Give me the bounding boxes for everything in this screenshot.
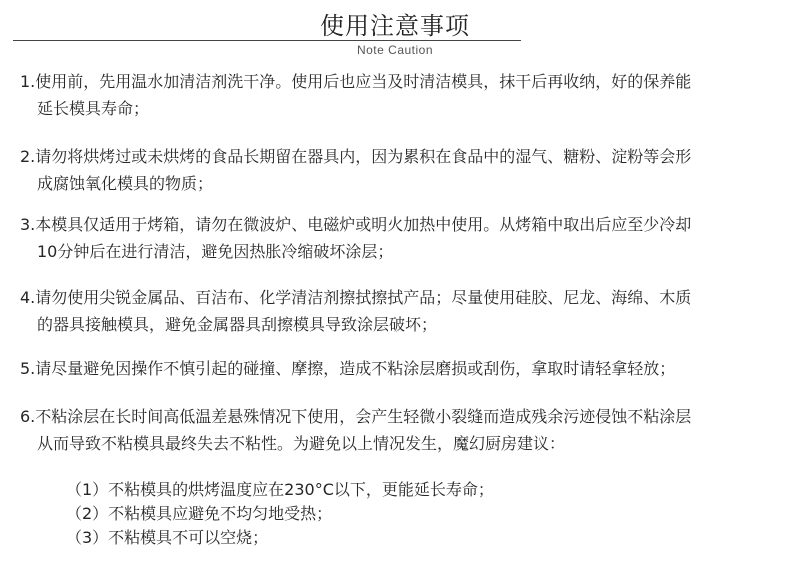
title-divider: [13, 40, 521, 41]
caution-item-6-line1: 6.不粘涂层在长时间高低温差悬殊情况下使用，会产生轻微小裂缝而造成残余污迹侵蚀不粘涂层: [20, 407, 692, 426]
caution-item-3-line2: 10分钟后在进行清洁，避免因热胀冷缩破坏涂层；: [37, 242, 394, 261]
caution-item-2-line2: 成腐蚀氧化模具的物质；: [37, 174, 214, 193]
caution-item-2: [20, 143, 780, 197]
page-subtitle: Note Caution: [356, 43, 434, 57]
caution-item-3: [20, 211, 780, 265]
sub-item-1: （1）不粘模具的烘烤温度应在230°C以下，更能延长寿命；: [66, 480, 494, 499]
caution-item-6-line2: 从而导致不粘模具最终失去不粘性。为避免以上情况发生，魔幻厨房建议：: [37, 434, 566, 453]
caution-item-1-line2: 延长模具寿命；: [37, 99, 150, 118]
caution-item-2-line1: 2.请勿将烘烤过或未烘烤的食品长期留在器具内，因为累积在食品中的湿气、糖粉、淀粉等会形: [20, 147, 692, 166]
sub-item-2: （2）不粘模具应避免不均匀地受热；: [66, 504, 333, 523]
caution-item-4: [20, 284, 780, 338]
caution-item-4-line1: 4.请勿使用尖锐金属品、百洁布、化学清洁剂擦拭擦拭产品；尽量使用硅胶、尼龙、海绵、木质: [20, 288, 692, 307]
caution-item-4-line2: 的器具接触模具，避免金属器具刮擦模具导致涂层破坏；: [37, 315, 438, 334]
sub-item-3: （3）不粘模具不可以空烧；: [66, 528, 269, 547]
caution-item-5: [20, 355, 780, 382]
caution-item-6: [20, 403, 780, 457]
caution-item-1: [20, 68, 780, 122]
page-title: 使用注意事项: [320, 12, 470, 40]
caution-item-5-line1: 5.请尽量避免因操作不慎引起的碰撞、摩擦，造成不粘涂层磨损或刮伤，拿取时请轻拿轻放；: [20, 359, 676, 378]
caution-item-1-line1: 1.使用前，先用温水加清洁剂洗干净。使用后也应当及时清洁模具，抹干后再收纳，好的保养能: [20, 72, 692, 91]
caution-item-3-line1: 3.本模具仅适用于烤箱，请勿在微波炉、电磁炉或明火加热中使用。从烤箱中取出后应至少冷却: [20, 215, 692, 234]
